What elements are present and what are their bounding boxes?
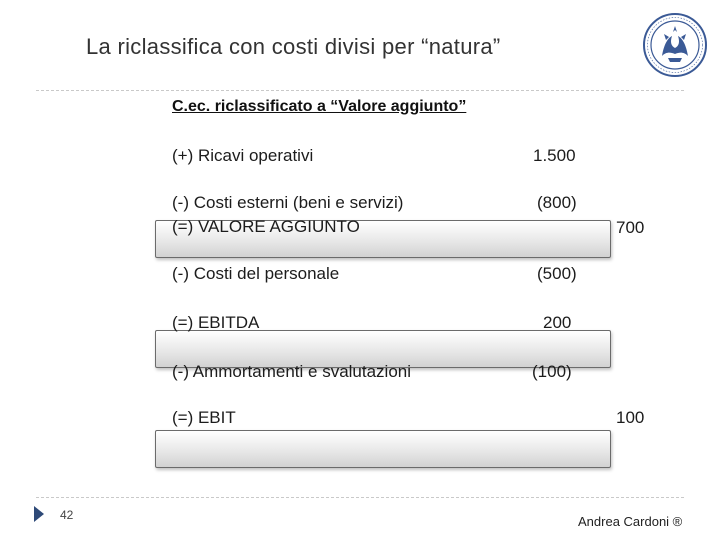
row-value-costi-personale: (500)	[537, 264, 577, 283]
row-label-valore-aggiunto: (=) VALORE AGGIUNTO	[172, 217, 360, 236]
row-label-ricavi: (+) Ricavi operativi	[172, 146, 314, 165]
row-total-ebit: 100	[616, 408, 645, 427]
header-divider	[36, 90, 684, 91]
play-arrow-icon	[34, 506, 44, 522]
row-value-costi-esterni: (800)	[537, 193, 577, 212]
university-seal-logo	[642, 12, 708, 78]
table-title: C.ec. riclassificato a “Valore aggiunto”	[172, 98, 467, 115]
row-label-ebitda: (=) EBITDA	[172, 313, 260, 332]
highlight-band-ebit	[155, 430, 611, 468]
row-label-costi-esterni: (-) Costi esterni (beni e servizi)	[172, 193, 404, 212]
row-label-ammortamenti: (-) Ammortamenti e svalutazioni	[172, 362, 412, 381]
page-number: 42	[60, 508, 74, 522]
row-total-valore-aggiunto: 700	[616, 218, 645, 237]
row-value-ricavi: 1.500	[533, 146, 576, 165]
row-label-costi-personale: (-) Costi del personale	[172, 264, 340, 283]
row-value-ammortamenti: (100)	[532, 362, 572, 381]
page-title: La riclassifica con costi divisi per “natura”	[86, 34, 501, 59]
row-label-ebit: (=) EBIT	[172, 408, 236, 427]
row-value-ebitda: 200	[543, 313, 572, 332]
footer-divider	[36, 497, 684, 498]
author-credit: Andrea Cardoni ®	[578, 514, 683, 529]
